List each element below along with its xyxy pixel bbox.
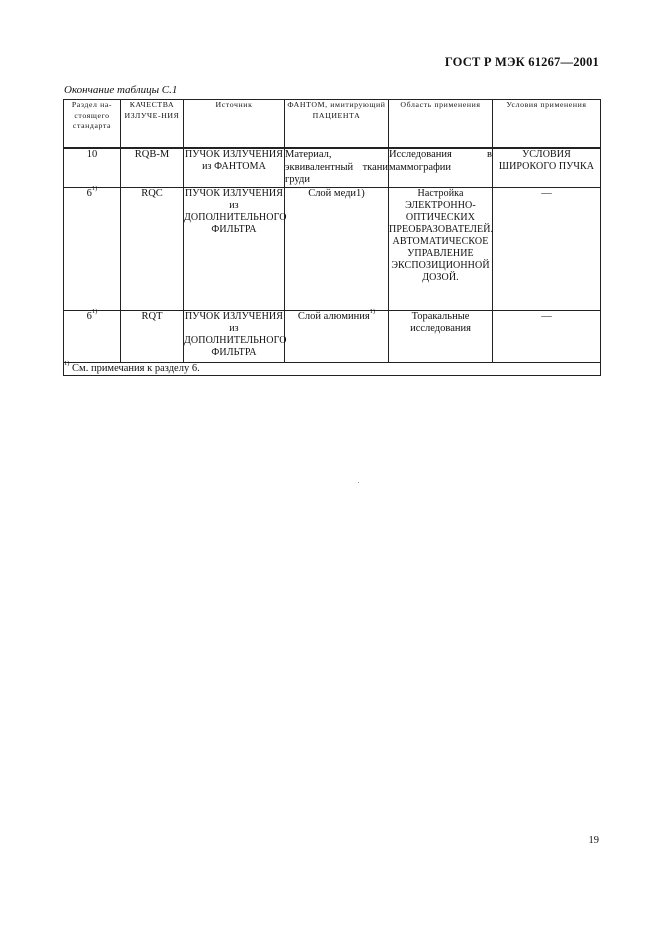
- cell-quality: RQC: [121, 187, 184, 310]
- table-footnote: $^{1)}$ См. примечания к разделу 6.: [64, 362, 601, 376]
- table-row: [64, 187, 601, 310]
- document-header: ГОСТ Р МЭК 61267—2001: [444, 55, 599, 69]
- table-row: [64, 148, 601, 187]
- table-row: [64, 310, 601, 362]
- col-header-source: Источник: [184, 100, 285, 149]
- cell-section: 6$^{1)}$: [64, 310, 121, 362]
- cell-conditions: УСЛОВИЯ ШИРОКОГО ПУЧКА: [493, 148, 601, 187]
- cell-phantom: Материал, эквивалентный ткани груди: [285, 148, 389, 187]
- col-header-conditions: Условия применения: [493, 100, 601, 149]
- table-caption: Окончание таблицы С.1: [64, 84, 178, 96]
- scan-speck: [358, 482, 359, 483]
- cell-area: Исследования в маммографии: [389, 148, 493, 187]
- table-footnote-row: [64, 362, 601, 376]
- col-header-phantom: ФАНТОМ, имитирующий ПАЦИЕНТА: [285, 100, 389, 149]
- cell-area: Настройка ЭЛЕКТРОННО-ОПТИЧЕСКИХ ПРЕОБРАЗОВАТЕЛЕЙ. АВТОМАТИЧЕСКОЕ УПРАВЛЕНИЕ ЭКСПОЗИЦИОННОЙ ДОЗОЙ.: [389, 187, 493, 310]
- cell-phantom: Слой меди1): [285, 187, 389, 310]
- page-number: 19: [588, 835, 599, 846]
- data-table: [63, 99, 601, 376]
- col-header-section: Раздел на-стоящего стандарта: [64, 100, 121, 149]
- cell-section: 10: [64, 148, 121, 187]
- cell-source: ПУЧОК ИЗЛУЧЕНИЯ из ДОПОЛНИТЕЛЬНОГО ФИЛЬТРА: [184, 310, 285, 362]
- col-header-area: Область применения: [389, 100, 493, 149]
- cell-source: ПУЧОК ИЗЛУЧЕНИЯ из ДОПОЛНИТЕЛЬНОГО ФИЛЬТРА: [184, 187, 285, 310]
- cell-section: 6$^{1)}$: [64, 187, 121, 310]
- cell-conditions: —: [493, 187, 601, 310]
- cell-area: Торакальные исследования: [389, 310, 493, 362]
- cell-quality: RQB-M: [121, 148, 184, 187]
- cell-phantom: Слой алюминия$^{1)}$: [285, 310, 389, 362]
- cell-conditions: —: [493, 310, 601, 362]
- table-header-row: [64, 100, 601, 149]
- cell-quality: RQT: [121, 310, 184, 362]
- cell-source: ПУЧОК ИЗЛУЧЕНИЯ из ФАНТОМА: [184, 148, 285, 187]
- col-header-quality: КАЧЕСТВА ИЗЛУЧЕ-НИЯ: [121, 100, 184, 149]
